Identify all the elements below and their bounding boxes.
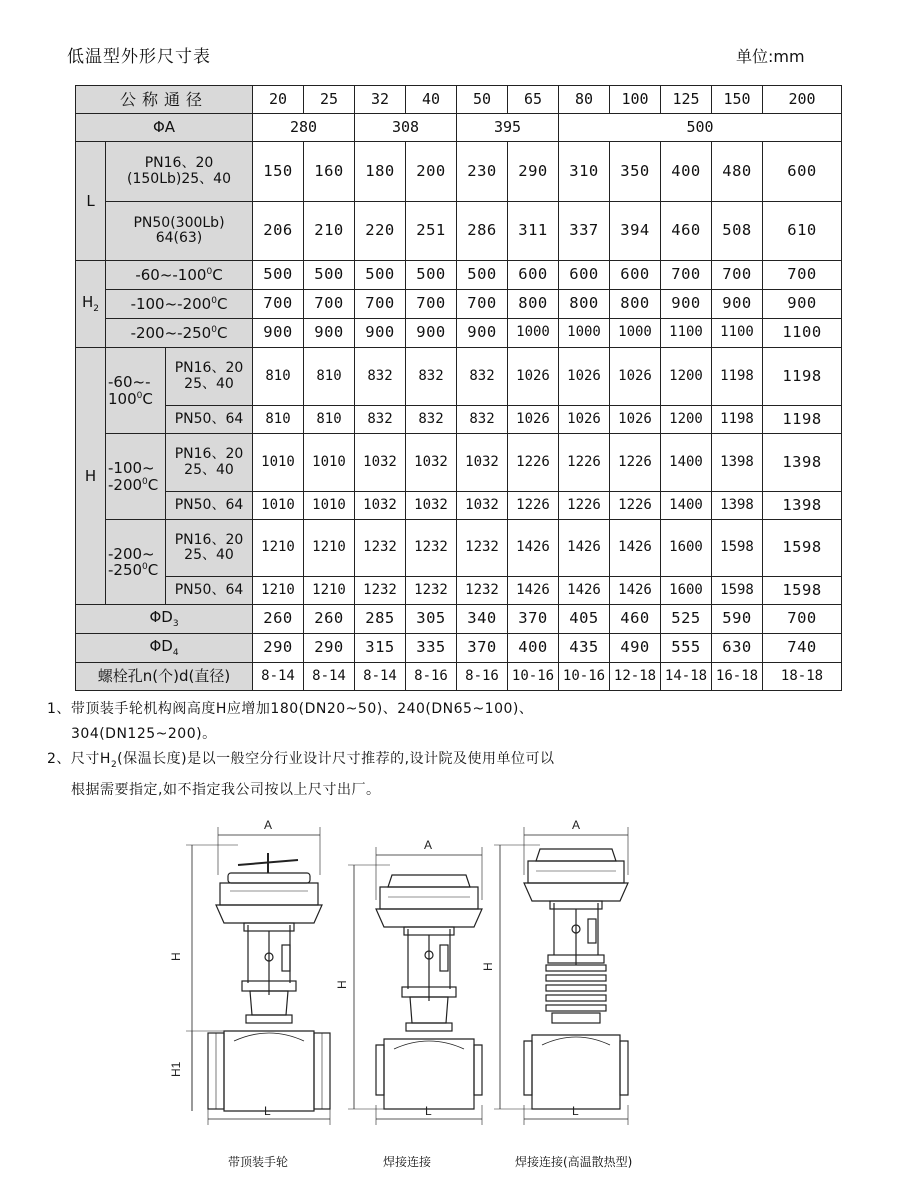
H-cell: 1600 [661, 520, 712, 577]
H-temp-unit: C [147, 475, 159, 494]
H2-cell: 900 [253, 319, 304, 348]
H2-cell: 700 [253, 290, 304, 319]
bolt-cell: 8-14 [253, 663, 304, 691]
H-cell: 1226 [559, 434, 610, 492]
H-cell: 1400 [661, 492, 712, 520]
H2-cell: 700 [304, 290, 355, 319]
H-cell: 832 [355, 348, 406, 406]
H2-cond [106, 319, 253, 348]
L-cell: 310 [559, 142, 610, 202]
H2-cell: 700 [712, 261, 763, 290]
dn-cell: 25 [304, 86, 355, 114]
L-cell: 508 [712, 202, 763, 261]
H-cell: 1032 [406, 434, 457, 492]
D3-cell: 285 [355, 605, 406, 634]
dim-label-H: H [335, 980, 349, 989]
H-cell: 1010 [304, 434, 355, 492]
L-cell: 230 [457, 142, 508, 202]
L-cond [106, 202, 253, 261]
H-pn [166, 520, 253, 577]
H2-cond-sup: 0 [211, 295, 217, 306]
H-cell: 1210 [304, 577, 355, 605]
caption-welding: 焊接连接 [383, 1155, 432, 1169]
H-cell: 832 [406, 348, 457, 406]
H-cell: 1400 [661, 434, 712, 492]
H-cell: 1032 [355, 492, 406, 520]
H2-cell: 900 [304, 319, 355, 348]
note-2-rest: (保温长度)是以一般空分行业设计尺寸推荐的,设计院及使用单位可以 [117, 751, 555, 767]
H2-cond-text: -100~-200 [130, 294, 212, 313]
H2-label-main: H [81, 292, 94, 311]
note-2-line2: 根据需要指定,如不指定我公司按以上尺寸出厂。 [71, 781, 381, 798]
H-pn [166, 434, 253, 492]
H-temp-line2: -250 [108, 561, 143, 579]
H2-cell: 700 [355, 290, 406, 319]
valve-drawing-heat-sink [494, 827, 628, 1125]
H2-cell: 800 [508, 290, 559, 319]
H-cell: 810 [253, 406, 304, 434]
L-cond-line2: 64(63) [155, 230, 203, 246]
H2-cell: 900 [355, 319, 406, 348]
L-cond-line1: PN50(300Lb) [133, 214, 225, 231]
H2-cell: 800 [559, 290, 610, 319]
dn-cell: 65 [508, 86, 559, 114]
H-cell: 1600 [661, 577, 712, 605]
bolt-cell: 14-18 [661, 663, 712, 691]
H2-cond-unit: C [216, 323, 228, 342]
L-cell: 460 [661, 202, 712, 261]
L-cell: 600 [763, 142, 842, 202]
dn-cell: 32 [355, 86, 406, 114]
H2-cell: 600 [610, 261, 661, 290]
H2-cell: 500 [406, 261, 457, 290]
H-cell: 1426 [508, 577, 559, 605]
H-cell: 1232 [457, 520, 508, 577]
H-cell: 1198 [763, 348, 842, 406]
H-cell: 832 [355, 406, 406, 434]
H-cell: 1598 [712, 577, 763, 605]
D4-row [76, 634, 842, 663]
D3-cell: 260 [253, 605, 304, 634]
H-cell: 1010 [304, 492, 355, 520]
L-cond [106, 142, 253, 202]
H2-cell: 700 [661, 261, 712, 290]
phiA-cell: 280 [253, 114, 355, 142]
L-cell: 610 [763, 202, 842, 261]
H-row [76, 577, 842, 605]
H-temp-line1: -200~ [108, 544, 155, 563]
H-cell: 1232 [406, 577, 457, 605]
H-cell: 1226 [508, 492, 559, 520]
caption-handwheel: 带顶装手轮 [228, 1155, 289, 1169]
H-cell: 1426 [610, 577, 661, 605]
H-row [76, 434, 842, 492]
L-cell: 480 [712, 142, 763, 202]
D4-label [76, 634, 253, 663]
caption-heat-sink: 焊接连接(高温散热型) [515, 1155, 633, 1169]
dim-label-L: L [572, 1104, 579, 1118]
valve-drawing-handwheel [186, 827, 330, 1125]
H-cell: 1026 [559, 406, 610, 434]
L-row [76, 202, 842, 261]
H2-cell: 1000 [610, 319, 661, 348]
H-pn: PN50、64 [166, 577, 253, 605]
H-cell: 810 [304, 406, 355, 434]
H2-cond-text: -200~-250 [130, 323, 212, 342]
D4-cell: 290 [304, 634, 355, 663]
H-temp-unit: C [147, 561, 159, 579]
H2-cell: 900 [712, 290, 763, 319]
bolt-cell: 12-18 [610, 663, 661, 691]
H-cell: 1598 [763, 577, 842, 605]
H-cell: 832 [457, 348, 508, 406]
D3-label [76, 605, 253, 634]
H-cell: 1226 [610, 492, 661, 520]
bolt-cell: 8-16 [457, 663, 508, 691]
dn-row [76, 86, 842, 114]
H2-cell: 500 [304, 261, 355, 290]
H-pn: PN50、64 [166, 406, 253, 434]
H-cell: 1198 [712, 406, 763, 434]
phiA-row [76, 114, 842, 142]
H2-cell: 1100 [712, 319, 763, 348]
H-pn: PN50、64 [166, 492, 253, 520]
phiA-label: ΦA [76, 114, 253, 142]
D4-cell: 370 [457, 634, 508, 663]
H2-cell: 500 [457, 261, 508, 290]
L-cell: 150 [253, 142, 304, 202]
L-cell: 251 [406, 202, 457, 261]
dn-cell: 80 [559, 86, 610, 114]
bolt-cell: 8-14 [304, 663, 355, 691]
H-cell: 1426 [610, 520, 661, 577]
note-1-line2: 304(DN125~200)。 [71, 726, 217, 742]
L-cell: 394 [610, 202, 661, 261]
dim-label-L: L [425, 1104, 432, 1118]
H-cell: 1210 [253, 520, 304, 577]
H2-cell: 700 [763, 261, 842, 290]
H-pn-line2: 25、40 [184, 461, 234, 478]
H2-cell: 500 [355, 261, 406, 290]
bolt-row [76, 663, 842, 691]
H-cell: 1426 [559, 520, 610, 577]
H-cell: 1198 [763, 406, 842, 434]
L-cell: 160 [304, 142, 355, 202]
H-pn-line2: 25、40 [184, 375, 234, 392]
H-cell: 1398 [763, 434, 842, 492]
H-cell: 1598 [712, 520, 763, 577]
H2-cond-unit: C [216, 294, 228, 313]
L-cell: 200 [406, 142, 457, 202]
H2-row [76, 290, 842, 319]
H-cell: 1598 [763, 520, 842, 577]
D4-cell: 435 [559, 634, 610, 663]
H-temp [106, 348, 166, 434]
H-cell: 810 [304, 348, 355, 406]
dim-label-H: H [481, 962, 495, 971]
bolt-cell: 8-14 [355, 663, 406, 691]
H2-cell: 900 [406, 319, 457, 348]
H-cell: 1210 [253, 577, 304, 605]
bolt-cell: 10-16 [559, 663, 610, 691]
H-row [76, 348, 842, 406]
H-pn-line2: 25、40 [184, 547, 234, 563]
D4-cell: 490 [610, 634, 661, 663]
H-cell: 1232 [355, 577, 406, 605]
H-cell: 1226 [559, 492, 610, 520]
H-cell: 1398 [763, 492, 842, 520]
H-cell: 832 [406, 406, 457, 434]
D4-cell: 555 [661, 634, 712, 663]
H-temp-line2: -200 [108, 475, 143, 494]
H-temp [106, 520, 166, 605]
L-cell: 220 [355, 202, 406, 261]
bolt-cell: 18-18 [763, 663, 842, 691]
H2-cell: 900 [763, 290, 842, 319]
H-temp-line1: -60~- [108, 373, 151, 391]
valve-drawings [150, 805, 710, 1175]
note-1-line1: 1、带顶装手轮机构阀高度H应增加180(DN20~50)、240(DN65~100)、 [47, 701, 534, 717]
phiA-cell: 395 [457, 114, 559, 142]
D4-cell: 740 [763, 634, 842, 663]
H2-row [76, 261, 842, 290]
dn-cell: 125 [661, 86, 712, 114]
H-cell: 1226 [508, 434, 559, 492]
page-title: 低温型外形尺寸表 [67, 47, 211, 67]
dn-cell: 40 [406, 86, 457, 114]
L-cell: 290 [508, 142, 559, 202]
H-row [76, 520, 842, 577]
H-cell: 1026 [508, 348, 559, 406]
H-label: H [76, 348, 106, 605]
D3-cell: 700 [763, 605, 842, 634]
H-cell: 1398 [712, 434, 763, 492]
H-cell: 1026 [508, 406, 559, 434]
note-2-line1 [47, 747, 555, 778]
D4-cell: 290 [253, 634, 304, 663]
H2-cond [106, 261, 253, 290]
L-cond-line1: PN16、20 [144, 155, 214, 172]
H-temp-sup: 0 [142, 562, 148, 572]
H-cell: 1010 [253, 492, 304, 520]
H-pn-line1: PN16、20 [174, 446, 244, 463]
notes [47, 697, 555, 803]
H-cell: 1026 [610, 406, 661, 434]
H-cell: 1210 [304, 520, 355, 577]
H2-cell: 800 [610, 290, 661, 319]
H2-cell: 900 [661, 290, 712, 319]
H-cell: 1200 [661, 406, 712, 434]
L-cell: 286 [457, 202, 508, 261]
H-cell: 1198 [712, 348, 763, 406]
H-cell: 1232 [355, 520, 406, 577]
D3-cell: 525 [661, 605, 712, 634]
H2-cell: 600 [508, 261, 559, 290]
D4-cell: 400 [508, 634, 559, 663]
H2-cell: 1000 [559, 319, 610, 348]
H-cell: 1232 [457, 577, 508, 605]
dim-label-H1: H1 [169, 1061, 183, 1077]
L-label: L [76, 142, 106, 261]
H-cell: 810 [253, 348, 304, 406]
D3-cell: 305 [406, 605, 457, 634]
H2-label [76, 261, 106, 348]
H2-cond-sup: 0 [211, 324, 217, 335]
dn-label: 公称通径 [76, 86, 253, 114]
H2-cell: 1100 [763, 319, 842, 348]
H-row [76, 492, 842, 520]
H2-cell: 700 [457, 290, 508, 319]
D3-cell: 370 [508, 605, 559, 634]
dn-cell: 150 [712, 86, 763, 114]
L-cond-line2: (150Lb)25、40 [127, 170, 231, 187]
H-pn-line1: PN16、20 [174, 360, 244, 377]
H-cell: 1398 [712, 492, 763, 520]
L-cell: 180 [355, 142, 406, 202]
H-cell: 1226 [610, 434, 661, 492]
H-cell: 1032 [406, 492, 457, 520]
D4-cell: 335 [406, 634, 457, 663]
H2-row [76, 319, 842, 348]
H-cell: 1032 [457, 434, 508, 492]
H-cell: 1426 [508, 520, 559, 577]
H-cell: 1026 [610, 348, 661, 406]
H2-cell: 1000 [508, 319, 559, 348]
D4-label-main: ΦD [149, 636, 173, 655]
dn-cell: 50 [457, 86, 508, 114]
D3-row [76, 605, 842, 634]
bolt-cell: 8-16 [406, 663, 457, 691]
H2-cell: 700 [406, 290, 457, 319]
L-cell: 206 [253, 202, 304, 261]
L-cell: 311 [508, 202, 559, 261]
dim-label-A: A [264, 818, 273, 832]
bolt-cell: 10-16 [508, 663, 559, 691]
D3-cell: 260 [304, 605, 355, 634]
dimension-table [75, 85, 842, 691]
D3-label-sub: 3 [172, 618, 179, 629]
H2-cell: 500 [253, 261, 304, 290]
dim-label-H: H [169, 952, 183, 961]
phiA-cell: 308 [355, 114, 457, 142]
H-temp-unit: C [142, 389, 153, 408]
H-pn [166, 348, 253, 406]
L-cell: 350 [610, 142, 661, 202]
H-temp [106, 434, 166, 520]
H2-cell: 1100 [661, 319, 712, 348]
H-cell: 1232 [406, 520, 457, 577]
H2-cell: 900 [457, 319, 508, 348]
D3-cell: 460 [610, 605, 661, 634]
D3-cell: 340 [457, 605, 508, 634]
dn-cell: 20 [253, 86, 304, 114]
note-2-sub: 2 [110, 759, 118, 770]
H-temp-sup: 0 [136, 390, 143, 401]
H2-label-sub: 2 [93, 303, 99, 314]
D3-cell: 405 [559, 605, 610, 634]
dim-label-L: L [264, 1104, 271, 1118]
L-cell: 400 [661, 142, 712, 202]
valve-drawing-welding [348, 847, 482, 1125]
H-row [76, 406, 842, 434]
H-cell: 1426 [559, 577, 610, 605]
H-temp-sup: 0 [142, 476, 148, 487]
H-temp-line2: 100 [108, 389, 137, 408]
L-cell: 337 [559, 202, 610, 261]
bolt-label: 螺栓孔n(个)d(直径) [76, 663, 253, 691]
H-cell: 1032 [457, 492, 508, 520]
H-cell: 1026 [559, 348, 610, 406]
D3-cell: 590 [712, 605, 763, 634]
L-cell: 210 [304, 202, 355, 261]
dn-cell: 100 [610, 86, 661, 114]
H-cell: 1010 [253, 434, 304, 492]
H-cell: 1032 [355, 434, 406, 492]
H-temp-line1: -100~ [108, 459, 155, 477]
H-cell: 832 [457, 406, 508, 434]
bolt-cell: 16-18 [712, 663, 763, 691]
H-pn-line1: PN16、20 [174, 531, 244, 548]
H-cell: 1200 [661, 348, 712, 406]
D4-label-sub: 4 [172, 647, 179, 658]
dim-label-A: A [572, 818, 581, 832]
dim-label-A: A [424, 838, 433, 852]
dn-cell: 200 [763, 86, 842, 114]
phiA-cell: 500 [559, 114, 842, 142]
D4-cell: 315 [355, 634, 406, 663]
note-2-prefix: 2、尺寸H [47, 751, 111, 767]
H2-cond-unit: C [212, 265, 223, 284]
L-row [76, 142, 842, 202]
H2-cond [106, 290, 253, 319]
H2-cond-text: -60~-100 [135, 265, 207, 284]
D3-label-main: ΦD [149, 607, 173, 626]
H2-cond-sup: 0 [206, 266, 213, 277]
D4-cell: 630 [712, 634, 763, 663]
unit-label: 单位:mm [736, 47, 805, 66]
H2-cell: 600 [559, 261, 610, 290]
